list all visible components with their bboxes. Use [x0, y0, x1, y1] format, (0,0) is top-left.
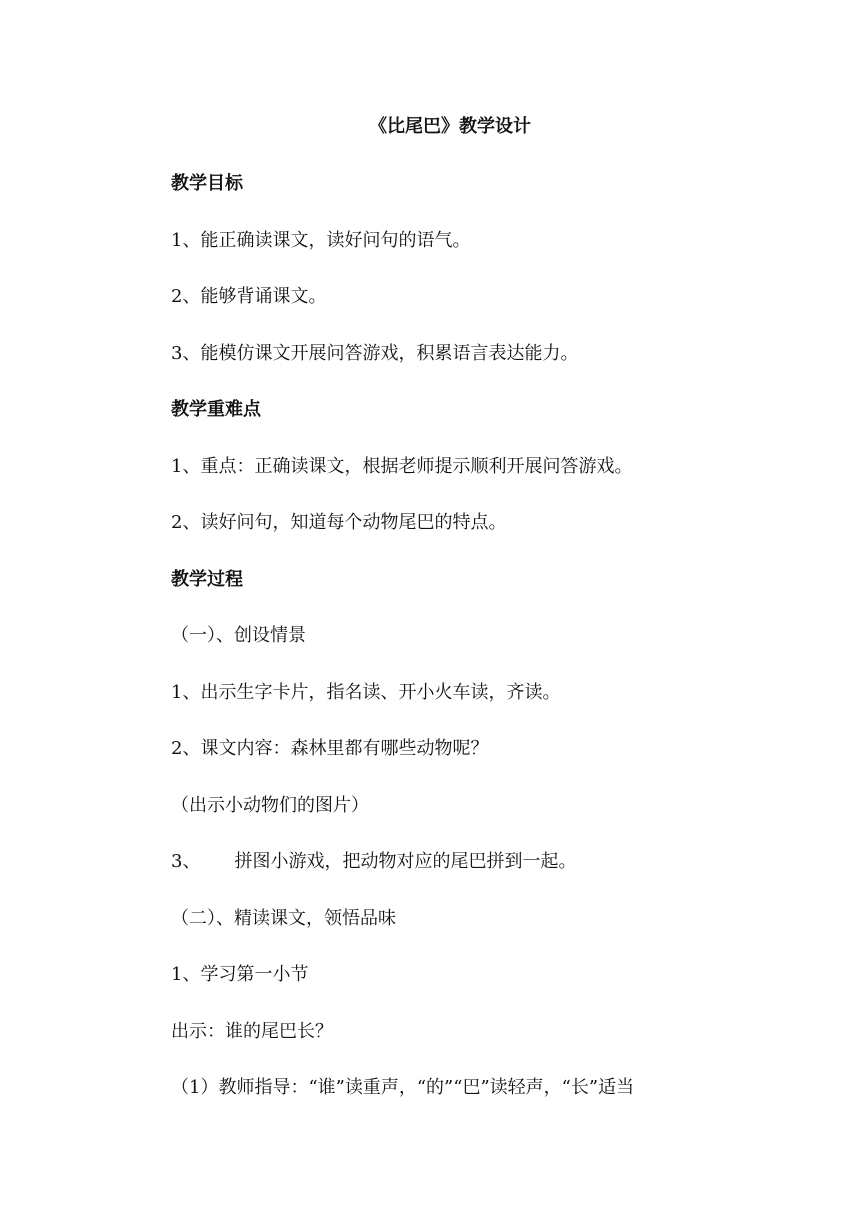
section-heading-key-points: 教学重难点 — [171, 399, 261, 420]
objective-item-2: 2、能够背诵课文。 — [171, 286, 327, 307]
key-point-item-1: 1、重点：正确读课文，根据老师提示顺利开展问答游戏。 — [171, 456, 633, 477]
process-part1-item-2: 2、课文内容：森林里都有哪些动物呢？ — [171, 738, 489, 759]
process-part2-item-2: 出示：谁的尾巴长？ — [171, 1021, 333, 1042]
process-part2-item-3: （1）教师指导：“谁”读重声，“的”“巴”读轻声，“长”适当 — [171, 1077, 635, 1098]
process-part2-title: （二）、精读课文，领悟品味 — [171, 908, 396, 929]
process-part1-item-3 — [171, 848, 576, 876]
process-part1-item-3-number: 3、 — [171, 851, 201, 872]
document-title: 《比尾巴》教学设计 — [369, 116, 531, 137]
process-part1-item-note: （出示小动物们的图片） — [171, 795, 369, 816]
objective-item-3: 3、能模仿课文开展问答游戏，积累语言表达能力。 — [171, 343, 579, 364]
section-heading-objectives: 教学目标 — [171, 173, 243, 194]
objective-item-1: 1、能正确读课文，读好问句的语气。 — [171, 230, 471, 251]
section-heading-process: 教学过程 — [171, 569, 243, 590]
process-part2-item-1: 1、学习第一小节 — [171, 964, 309, 985]
process-part1-item-1: 1、出示生字卡片，指名读、开小火车读，齐读。 — [171, 682, 561, 703]
key-point-item-2: 2、读好问句，知道每个动物尾巴的特点。 — [171, 512, 507, 533]
process-part1-title: （一）、创设情景 — [171, 625, 306, 646]
process-part1-item-3-text: 拼图小游戏，把动物对应的尾巴拼到一起。 — [234, 851, 577, 872]
